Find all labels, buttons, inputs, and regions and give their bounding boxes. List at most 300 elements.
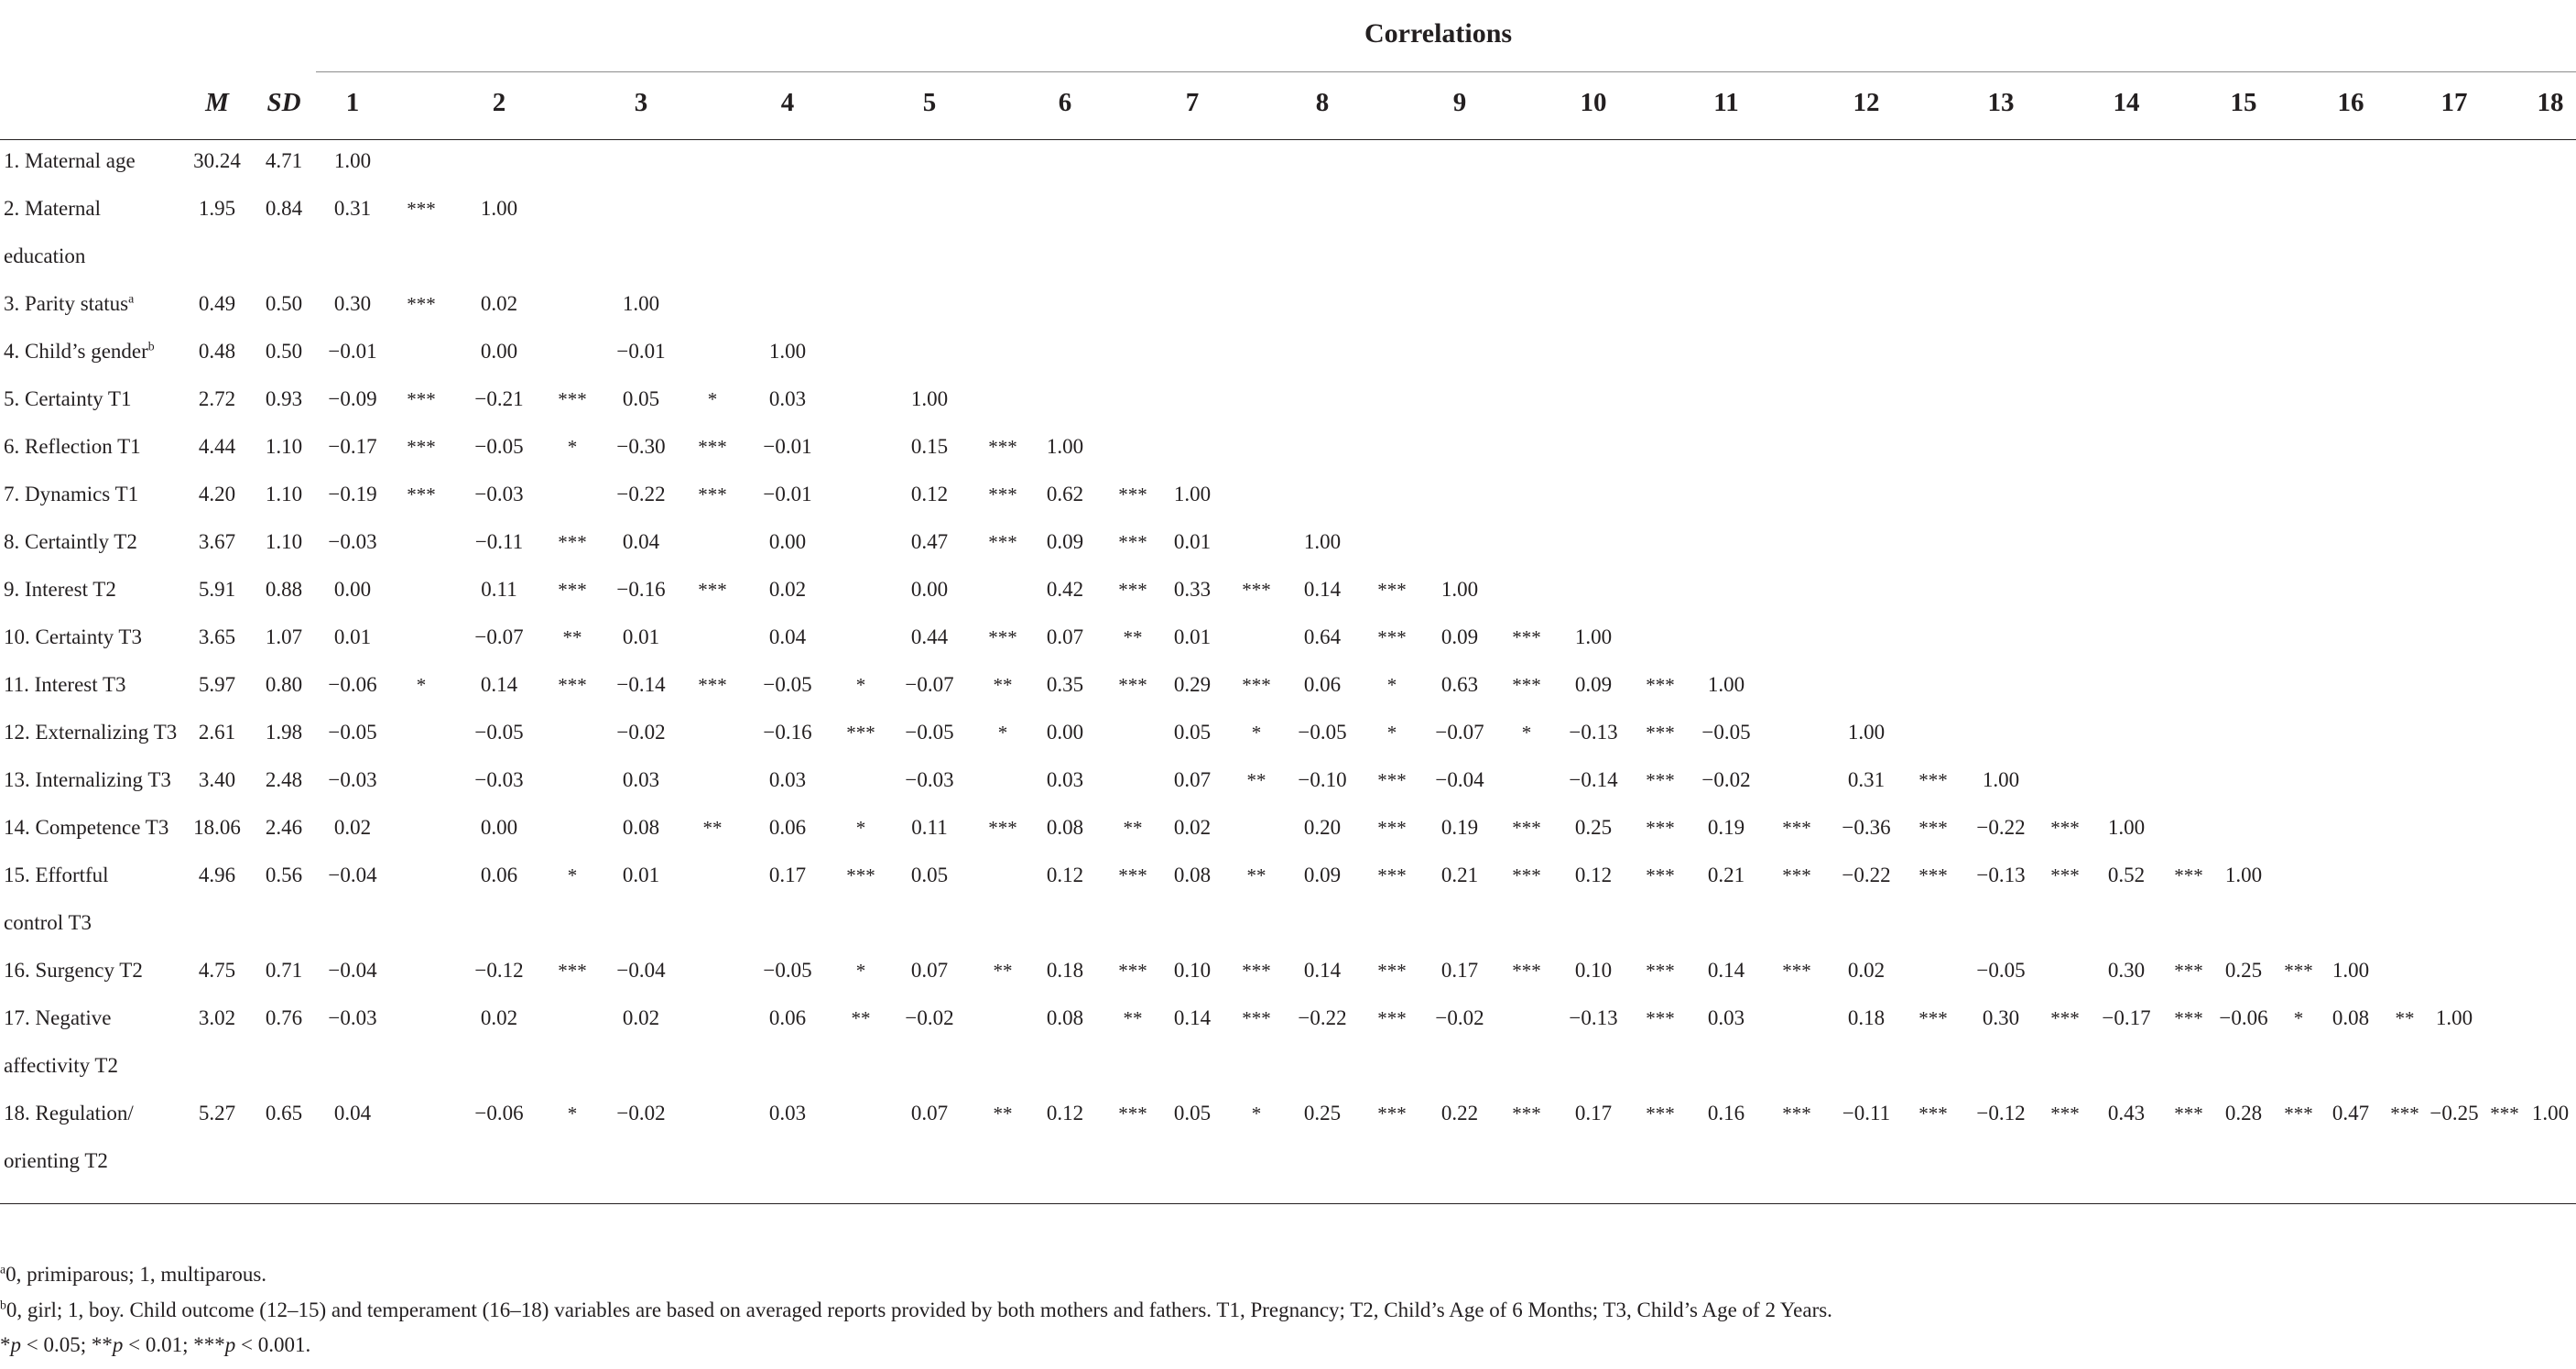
significance-stars: ***: [407, 198, 436, 220]
significance-stars: **: [2395, 1007, 2415, 1029]
significance-stars: ***: [1646, 769, 1675, 791]
correlation-value: −0.14: [1569, 768, 1618, 791]
column-number-header: 14: [2113, 88, 2140, 117]
correlation-value: −0.03: [474, 768, 524, 791]
significance-stars: *: [1251, 722, 1262, 744]
correlation-value: 1.00: [2531, 1102, 2570, 1125]
sd-value: 1.10: [265, 530, 303, 553]
correlation-value: 1.00: [480, 197, 518, 220]
significance-stars: ***: [1377, 864, 1407, 886]
row-label: 1. Maternal age: [4, 149, 136, 172]
correlation-value: 0.18: [1046, 959, 1084, 982]
correlation-value: 0.04: [622, 530, 660, 553]
correlation-value: 0.11: [911, 816, 948, 839]
correlation-value: 1.00: [768, 340, 807, 363]
correlation-value: 0.17: [1574, 1102, 1613, 1125]
correlation-value: 0.03: [768, 1102, 807, 1125]
significance-stars: ***: [1242, 1007, 1271, 1029]
correlation-value: 0.52: [2107, 864, 2146, 886]
correlation-value: 0.11: [481, 578, 517, 601]
correlation-value: −0.07: [905, 673, 954, 696]
correlation-value: 0.12: [1046, 1102, 1084, 1125]
correlation-value: −0.05: [905, 721, 954, 744]
significance-stars: ***: [558, 674, 587, 696]
correlation-value: 0.02: [1173, 816, 1212, 839]
sd-value: 2.48: [265, 768, 303, 791]
row-label: 13. Internalizing T3: [4, 768, 171, 791]
sd-header: SD: [266, 88, 301, 117]
correlation-value: 0.62: [1046, 483, 1084, 505]
significance-stars: *: [2293, 1007, 2304, 1029]
correlation-value: −0.05: [1976, 959, 2026, 982]
row-label: 2. Maternal: [4, 197, 102, 220]
correlation-value: −0.03: [328, 1006, 377, 1029]
sd-value: 2.46: [265, 816, 303, 839]
header-rule: [316, 71, 2576, 72]
column-number-header: 13: [1987, 88, 2015, 117]
significance-stars: ***: [2050, 1007, 2080, 1029]
correlation-value: 0.07: [1173, 768, 1212, 791]
correlation-value: −0.07: [474, 625, 524, 648]
correlation-value: −0.05: [1298, 721, 1347, 744]
significance-stars: ***: [1918, 817, 1948, 839]
significance-stars: ***: [2050, 817, 2080, 839]
correlation-value: 0.06: [768, 816, 807, 839]
mean-value: 5.27: [198, 1102, 236, 1125]
significance-stars: ***: [1377, 579, 1407, 601]
correlation-value: 0.02: [1847, 959, 1886, 982]
column-number-header: 3: [634, 88, 648, 117]
significance-stars: ***: [407, 388, 436, 410]
correlation-value: 0.03: [1707, 1006, 1745, 1029]
significance-stars: *: [1251, 1103, 1262, 1125]
correlation-value: −0.01: [328, 340, 377, 363]
column-number-header: 11: [1713, 88, 1739, 117]
correlation-value: 0.02: [622, 1006, 660, 1029]
correlation-value: 0.21: [1440, 864, 1479, 886]
correlation-value: 0.47: [910, 530, 949, 553]
correlation-value: 0.08: [622, 816, 660, 839]
significance-stars: ***: [2390, 1103, 2419, 1125]
correlation-value: −0.02: [616, 721, 666, 744]
table-top-rule: [0, 139, 2576, 140]
correlation-value: −0.06: [474, 1102, 524, 1125]
correlation-value: 0.22: [1440, 1102, 1479, 1125]
significance-stars: ***: [1646, 674, 1675, 696]
correlation-value: −0.05: [474, 721, 524, 744]
correlation-value: 0.10: [1173, 959, 1212, 982]
correlation-value: 1.00: [622, 292, 660, 315]
column-number-header: 18: [2537, 88, 2564, 117]
significance-stars: **: [1123, 626, 1143, 648]
significance-stars: *: [855, 674, 866, 696]
significance-stars: ***: [1782, 1103, 1811, 1125]
significance-stars: ***: [558, 531, 587, 553]
correlation-value: 0.06: [1303, 673, 1342, 696]
correlation-value: 0.21: [1707, 864, 1745, 886]
correlation-value: −0.36: [1842, 816, 1891, 839]
footnote-significance: *p < 0.05; **p < 0.01; ***p < 0.001.: [0, 1333, 311, 1356]
column-number-header: 8: [1315, 88, 1330, 117]
correlation-value: 0.25: [2224, 959, 2263, 982]
mean-value: 2.61: [198, 721, 236, 744]
significance-stars: ***: [698, 579, 727, 601]
correlation-value: 0.09: [1046, 530, 1084, 553]
significance-stars: ***: [1242, 674, 1271, 696]
row-label: 15. Effortful: [4, 864, 109, 886]
significance-stars: *: [567, 864, 578, 886]
correlation-value: 0.14: [1303, 578, 1342, 601]
significance-stars: ***: [1377, 626, 1407, 648]
correlation-value: −0.07: [1435, 721, 1484, 744]
significance-stars: ***: [1118, 1103, 1147, 1125]
correlation-value: −0.04: [1435, 768, 1484, 791]
column-number-header: 15: [2230, 88, 2257, 117]
correlation-value: 0.03: [768, 768, 807, 791]
correlation-value: 0.01: [1173, 530, 1212, 553]
correlation-value: 0.17: [1440, 959, 1479, 982]
sd-value: 0.65: [265, 1102, 303, 1125]
row-label: 7. Dynamics T1: [4, 483, 139, 505]
row-label: 3. Parity status$^a$: [4, 291, 135, 315]
significance-stars: ***: [1512, 626, 1541, 648]
significance-stars: ***: [2174, 1007, 2203, 1029]
significance-stars: ***: [846, 722, 875, 744]
mean-value: 4.96: [198, 864, 236, 886]
correlation-value: 0.09: [1574, 673, 1613, 696]
significance-stars: ***: [407, 436, 436, 458]
correlation-value: −0.14: [616, 673, 666, 696]
correlation-value: 1.00: [333, 149, 372, 172]
correlation-value: −0.22: [1298, 1006, 1347, 1029]
mean-value: 3.65: [198, 625, 236, 648]
significance-stars: **: [851, 1007, 871, 1029]
significance-stars: ***: [698, 483, 727, 505]
correlation-value: −0.02: [1701, 768, 1751, 791]
correlation-value: 0.25: [1303, 1102, 1342, 1125]
row-label: 6. Reflection T1: [4, 435, 141, 458]
correlation-value: 1.00: [2435, 1006, 2473, 1029]
correlation-value: −0.01: [763, 435, 812, 458]
significance-stars: ***: [1377, 960, 1407, 982]
correlation-value: 0.63: [1440, 673, 1479, 696]
mean-value: 0.48: [198, 340, 236, 363]
column-number-header: 10: [1580, 88, 1607, 117]
correlation-value: −0.02: [616, 1102, 666, 1125]
significance-stars: **: [1123, 817, 1143, 839]
significance-stars: ***: [2050, 864, 2080, 886]
significance-stars: ***: [1118, 579, 1147, 601]
correlation-value: 0.02: [333, 816, 372, 839]
correlation-value: −0.25: [2429, 1102, 2479, 1125]
correlation-value: 0.06: [768, 1006, 807, 1029]
significance-stars: ***: [1918, 1103, 1948, 1125]
correlation-value: −0.06: [2219, 1006, 2268, 1029]
significance-stars: ***: [988, 817, 1017, 839]
significance-stars: *: [855, 817, 866, 839]
correlation-value: 0.14: [1303, 959, 1342, 982]
correlation-value: 0.14: [1707, 959, 1745, 982]
significance-stars: ***: [1377, 1007, 1407, 1029]
correlation-value: −0.05: [763, 959, 812, 982]
correlation-value: 0.20: [1303, 816, 1342, 839]
correlation-value: 1.00: [1303, 530, 1342, 553]
correlation-value: −0.30: [616, 435, 666, 458]
correlation-value: −0.05: [1701, 721, 1751, 744]
significance-stars: **: [1246, 769, 1266, 791]
sd-value: 0.84: [265, 197, 303, 220]
correlation-value: 1.00: [1574, 625, 1613, 648]
significance-stars: ***: [2490, 1103, 2519, 1125]
correlation-value: −0.04: [328, 864, 377, 886]
mean-value: 0.49: [198, 292, 236, 315]
correlation-value: 0.10: [1574, 959, 1613, 982]
correlation-value: 0.05: [622, 387, 660, 410]
correlation-value: −0.03: [474, 483, 524, 505]
column-number-header: 17: [2440, 88, 2468, 117]
correlation-value: 0.31: [1847, 768, 1886, 791]
significance-stars: ***: [558, 960, 587, 982]
significance-stars: ***: [1646, 722, 1675, 744]
mean-value: 2.72: [198, 387, 236, 410]
significance-stars: ***: [1242, 579, 1271, 601]
sd-value: 4.71: [265, 149, 303, 172]
significance-stars: ***: [1118, 864, 1147, 886]
correlation-value: 0.29: [1173, 673, 1212, 696]
correlation-value: −0.09: [328, 387, 377, 410]
correlation-value: 0.01: [622, 864, 660, 886]
column-number-header: 6: [1058, 88, 1072, 117]
mean-value: 5.91: [198, 578, 236, 601]
significance-stars: ***: [846, 864, 875, 886]
correlation-value: 0.30: [1982, 1006, 2020, 1029]
significance-stars: ***: [1512, 960, 1541, 982]
correlation-value: 1.00: [2107, 816, 2146, 839]
significance-stars: ***: [1377, 817, 1407, 839]
significance-stars: ***: [1646, 1103, 1675, 1125]
column-number-header: 9: [1452, 88, 1467, 117]
correlation-value: 0.02: [480, 1006, 518, 1029]
mean-value: 4.75: [198, 959, 236, 982]
correlation-value: 0.02: [768, 578, 807, 601]
row-label: 5. Certainty T1: [4, 387, 132, 410]
significance-stars: ***: [988, 483, 1017, 505]
correlation-value: −0.13: [1569, 721, 1618, 744]
column-number-header: 5: [922, 88, 937, 117]
significance-stars: ***: [407, 483, 436, 505]
correlation-value: −0.01: [616, 340, 666, 363]
significance-stars: ***: [558, 579, 587, 601]
significance-stars: **: [993, 960, 1013, 982]
mean-value: 30.24: [193, 149, 241, 172]
significance-stars: *: [416, 674, 427, 696]
correlation-value: −0.13: [1569, 1006, 1618, 1029]
significance-stars: *: [1386, 722, 1397, 744]
correlation-value: 0.19: [1440, 816, 1479, 839]
correlation-value: 0.14: [1173, 1006, 1212, 1029]
significance-stars: ***: [988, 436, 1017, 458]
significance-stars: ***: [1918, 769, 1948, 791]
significance-stars: *: [707, 388, 718, 410]
mean-header: M: [205, 88, 229, 117]
correlation-value: −0.19: [328, 483, 377, 505]
correlation-value: 0.00: [910, 578, 949, 601]
significance-stars: **: [993, 674, 1013, 696]
correlation-value: −0.10: [1298, 768, 1347, 791]
column-number-header: 2: [492, 88, 506, 117]
correlation-value: −0.22: [1976, 816, 2026, 839]
significance-stars: **: [562, 626, 582, 648]
correlation-value: 1.00: [1440, 578, 1479, 601]
significance-stars: ***: [1512, 864, 1541, 886]
significance-stars: ***: [2284, 960, 2313, 982]
significance-stars: ***: [1118, 531, 1147, 553]
column-number-header: 7: [1185, 88, 1200, 117]
significance-stars: ***: [1918, 1007, 1948, 1029]
correlation-value: 0.16: [1707, 1102, 1745, 1125]
correlation-value: 0.00: [480, 340, 518, 363]
significance-stars: ***: [1646, 864, 1675, 886]
correlation-value: 0.64: [1303, 625, 1342, 648]
sd-value: 1.07: [265, 625, 303, 648]
correlation-value: 0.05: [1173, 721, 1212, 744]
correlation-value: 1.00: [2331, 959, 2370, 982]
correlation-value: 0.43: [2107, 1102, 2146, 1125]
footnote-a: $^a$0, primiparous; 1, multiparous.: [0, 1262, 267, 1286]
significance-stars: ***: [558, 388, 587, 410]
significance-stars: ***: [1782, 864, 1811, 886]
correlation-value: −0.06: [328, 673, 377, 696]
correlation-value: 0.00: [480, 816, 518, 839]
row-label: 18. Regulation/: [4, 1102, 134, 1125]
significance-stars: ***: [2174, 1103, 2203, 1125]
significance-stars: **: [702, 817, 723, 839]
correlation-value: 0.06: [480, 864, 518, 886]
correlation-value: −0.11: [474, 530, 524, 553]
significance-stars: ***: [1118, 483, 1147, 505]
correlation-value: 0.33: [1173, 578, 1212, 601]
correlation-value: 0.05: [910, 864, 949, 886]
sd-value: 0.93: [265, 387, 303, 410]
significance-stars: ***: [1512, 674, 1541, 696]
correlation-value: 0.08: [1046, 816, 1084, 839]
significance-stars: ***: [1118, 960, 1147, 982]
correlation-value: 0.28: [2224, 1102, 2263, 1125]
significance-stars: **: [1246, 864, 1266, 886]
row-label: 8. Certaintly T2: [4, 530, 137, 553]
correlation-value: 0.42: [1046, 578, 1084, 601]
correlation-value: 0.14: [480, 673, 518, 696]
correlation-value: 0.01: [622, 625, 660, 648]
row-label: 14. Competence T3: [4, 816, 169, 839]
correlation-value: −0.03: [905, 768, 954, 791]
mean-value: 3.67: [198, 530, 236, 553]
significance-stars: *: [855, 960, 866, 982]
correlation-value: 0.18: [1847, 1006, 1886, 1029]
correlation-value: 0.00: [333, 578, 372, 601]
sd-value: 0.56: [265, 864, 303, 886]
correlation-value: 0.35: [1046, 673, 1084, 696]
significance-stars: *: [1521, 722, 1532, 744]
mean-value: 4.44: [198, 435, 236, 458]
significance-stars: ***: [1646, 817, 1675, 839]
row-label: orienting T2: [4, 1149, 108, 1172]
sd-value: 1.10: [265, 483, 303, 505]
row-label: 4. Child’s gender$^b$: [4, 339, 155, 363]
mean-value: 18.06: [193, 816, 241, 839]
correlation-value: −0.16: [763, 721, 812, 744]
correlation-value: 1.00: [1847, 721, 1886, 744]
significance-stars: *: [567, 436, 578, 458]
row-label: 17. Negative: [4, 1006, 112, 1029]
mean-value: 1.95: [198, 197, 236, 220]
significance-stars: ***: [1377, 1103, 1407, 1125]
correlation-value: −0.22: [1842, 864, 1891, 886]
significance-stars: ***: [2174, 864, 2203, 886]
correlation-value: 1.00: [1707, 673, 1745, 696]
correlation-value: 1.00: [910, 387, 949, 410]
significance-stars: ***: [2284, 1103, 2313, 1125]
correlation-value: 0.04: [768, 625, 807, 648]
footnote-b: $^b$0, girl; 1, boy. Child outcome (12–15) and temperament (16–18) variables are based on averaged reports provided by both mothers and fathers. T1, Pregnancy; T2, Child’s Age of 6 Months; T3, Child’s Age of 2 Years.: [0, 1298, 1832, 1321]
significance-stars: **: [993, 1103, 1013, 1125]
correlation-value: 1.00: [2224, 864, 2263, 886]
correlation-value: 0.03: [1046, 768, 1084, 791]
correlation-value: 0.07: [1046, 625, 1084, 648]
correlation-value: 0.47: [2331, 1102, 2370, 1125]
significance-stars: ***: [1118, 674, 1147, 696]
row-label: 10. Certainty T3: [4, 625, 142, 648]
correlation-value: −0.12: [1976, 1102, 2026, 1125]
column-number-header: 4: [780, 88, 795, 117]
correlation-value: 1.00: [1982, 768, 2020, 791]
significance-stars: ***: [1512, 1103, 1541, 1125]
significance-stars: ***: [1512, 817, 1541, 839]
correlation-value: −0.17: [2102, 1006, 2151, 1029]
correlation-value: −0.05: [763, 673, 812, 696]
significance-stars: ***: [1646, 1007, 1675, 1029]
significance-stars: ***: [1782, 960, 1811, 982]
correlation-value: 1.00: [1173, 483, 1212, 505]
correlation-value: −0.22: [616, 483, 666, 505]
correlation-value: 0.12: [1046, 864, 1084, 886]
row-label: control T3: [4, 911, 92, 934]
significance-stars: ***: [407, 293, 436, 315]
significance-stars: ***: [698, 436, 727, 458]
significance-stars: ***: [1242, 960, 1271, 982]
correlation-value: −0.21: [474, 387, 524, 410]
significance-stars: ***: [1918, 864, 1948, 886]
correlation-value: 0.08: [1046, 1006, 1084, 1029]
correlation-value: 0.03: [768, 387, 807, 410]
mean-value: 4.20: [198, 483, 236, 505]
correlation-value: 0.01: [1173, 625, 1212, 648]
correlation-value: −0.03: [328, 768, 377, 791]
correlation-value: −0.02: [905, 1006, 954, 1029]
correlation-value: 0.03: [622, 768, 660, 791]
correlation-value: 0.09: [1440, 625, 1479, 648]
correlation-value: 0.15: [910, 435, 949, 458]
correlation-value: −0.04: [328, 959, 377, 982]
correlation-value: 0.12: [910, 483, 949, 505]
correlation-value: −0.01: [763, 483, 812, 505]
row-label: 9. Interest T2: [4, 578, 116, 601]
correlation-value: 0.02: [480, 292, 518, 315]
correlation-value: 0.08: [2331, 1006, 2370, 1029]
correlation-value: 0.07: [910, 1102, 949, 1125]
sd-value: 1.98: [265, 721, 303, 744]
column-number-header: 12: [1853, 88, 1880, 117]
